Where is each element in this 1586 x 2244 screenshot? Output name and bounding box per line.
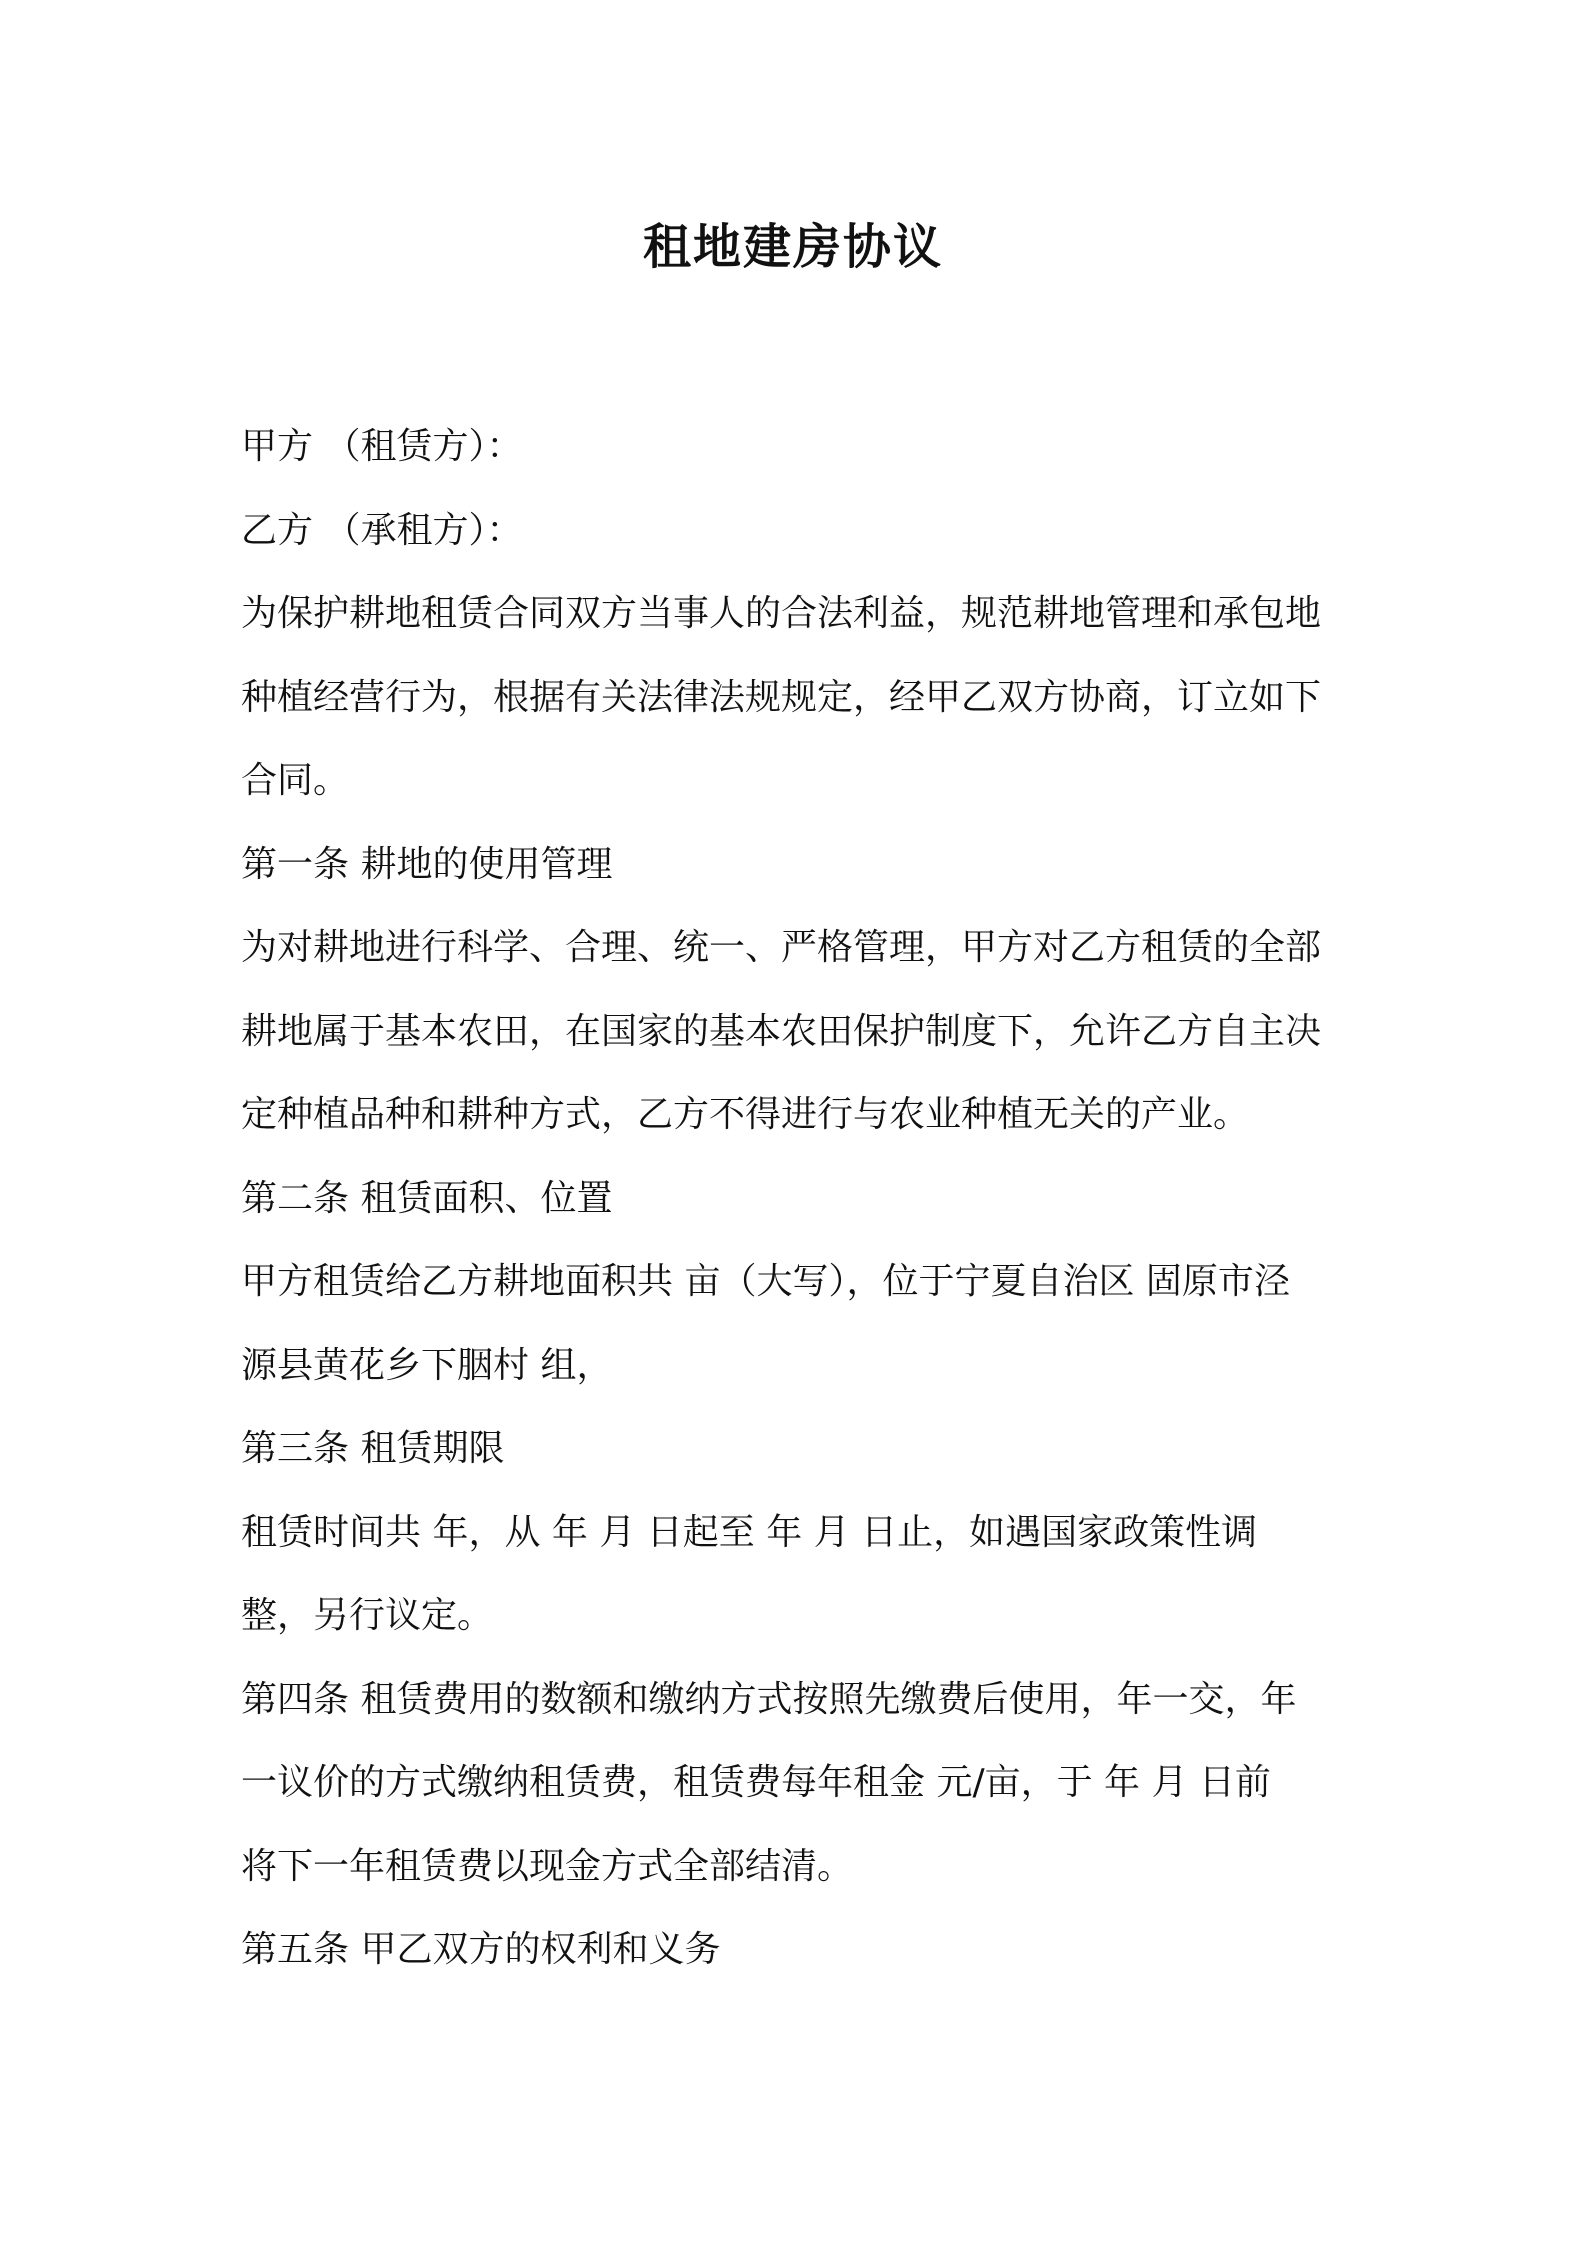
party-b-line: 乙方 （承租方）： [241, 509, 523, 551]
paragraph-line: 甲方租赁给乙方耕地面积共 亩（大写），位于宁夏自治区 固原市泾 [241, 1261, 1290, 1302]
paragraph-line: 定种植品种和耕种方式，乙方不得进行与农业种植无关的产业。 [241, 1094, 1250, 1135]
article-2-body [241, 1240, 1356, 1407]
article-1-heading: 第一条 耕地的使用管理 [241, 843, 613, 885]
article-4-body [241, 1658, 1356, 1909]
article-3-body [241, 1491, 1356, 1658]
document-title: 租地建房协议 [642, 219, 943, 275]
paragraph-line: 第四条 租赁费用的数额和缴纳方式按照先缴费后使用，年一交，年 [241, 1678, 1297, 1720]
paragraph-line: 源县黄花乡下胭村 组， [241, 1344, 613, 1386]
party-a-line: 甲方 （租赁方）： [241, 426, 523, 467]
article-3-heading: 第三条 租赁期限 [241, 1428, 505, 1469]
article-5-heading: 第五条 甲乙双方的权利和义务 [241, 1929, 721, 1970]
paragraph-line: 耕地属于基本农田，在国家的基本农田保护制度下，允许乙方自主决 [241, 1010, 1322, 1052]
paragraph-line: 为保护耕地租赁合同双方当事人的合法利益，规范耕地管理和承包地 [241, 593, 1322, 634]
paragraph-line: 种植经营行为，根据有关法律法规规定，经甲乙双方协商，订立如下 [241, 676, 1322, 718]
paragraph-line: 整，另行议定。 [241, 1595, 494, 1636]
document-body [241, 405, 1356, 1992]
paragraph-line: 为对耕地进行科学、合理、统一、严格管理，甲方对乙方租赁的全部 [241, 927, 1322, 968]
paragraph-line: 一议价的方式缴纳租赁费，租赁费每年租金 元/亩，于 年 月 日前 [241, 1762, 1271, 1803]
article-2-heading: 第二条 租赁面积、位置 [241, 1177, 613, 1219]
intro-paragraph [241, 572, 1356, 823]
paragraph-line: 将下一年租赁费以现金方式全部结清。 [241, 1845, 854, 1887]
paragraph-line: 合同。 [241, 760, 350, 801]
paragraph-line: 租赁时间共 年，从 年 月 日起至 年 月 日止，如遇国家政策性调 [241, 1511, 1258, 1553]
article-1-body [241, 906, 1356, 1157]
